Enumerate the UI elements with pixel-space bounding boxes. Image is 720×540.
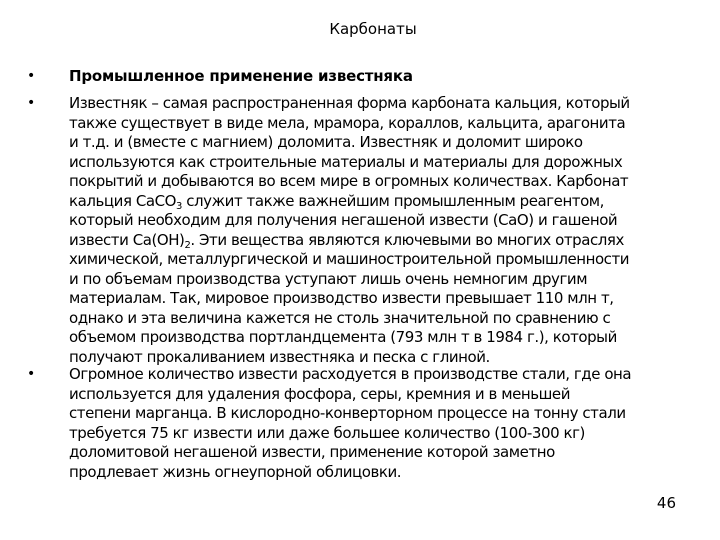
text-fragment: . Эти вещества являются ключевыми во многих отраслях <box>190 230 624 249</box>
text-line: и т.д. и (вместе с магнием) доломита. Известняк и доломит широко <box>69 133 583 151</box>
bullet-text <box>69 365 719 482</box>
text-line: и по объемам производства уступают лишь очень немногим другим <box>69 269 588 288</box>
text-line: объемом производства портландцемента (793 млн т в 1984 г.), который <box>69 328 617 346</box>
text-line: Промышленное применение известняка <box>69 67 413 85</box>
text-line: покрытий и добываются во всем мире в огромных количествах. Карбонат <box>69 172 629 190</box>
text-line: Известняк – самая распространенная форма карбоната кальция, который <box>69 94 630 112</box>
text-line: продлевает жизнь огнеупорной облицовки. <box>69 462 402 481</box>
bullet-marker: • <box>27 68 36 84</box>
bullet-marker: • <box>27 366 36 382</box>
text-line <box>69 192 719 212</box>
text-line: Огромное количество извести расходуется в производстве стали, где она <box>69 365 632 383</box>
text-line: также существует в виде мела, мрамора, кораллов, кальцита, арагонита <box>69 113 626 132</box>
bullet-text <box>69 94 719 367</box>
text-fragment: кальция СаСО <box>69 191 176 210</box>
bullet-marker: • <box>27 95 36 111</box>
text-line: доломитовой негашеной извести, применение которой заметно <box>69 443 555 461</box>
text-fragment: извести Са(ОН) <box>69 230 185 249</box>
text-line: степени марганца. В кислородно-конверторном процессе на тонну стали <box>69 404 626 422</box>
page-number: 46 <box>656 494 676 512</box>
text-line: получают прокаливанием известняка и песка с глиной. <box>69 347 490 366</box>
slide-title: Карбонаты <box>329 20 417 38</box>
text-line: однако и эта величина кажется не столь значительной по сравнению с <box>69 308 611 327</box>
text-line: используются как строительные материалы и материалы для дорожных <box>69 152 623 171</box>
text-line: химической, металлургической и машиностроительной промышленности <box>69 250 630 268</box>
text-fragment: служит также важнейшим промышленным реагентом, <box>181 191 604 210</box>
text-line: материалам. Так, мировое производство извести превышает 110 млн т, <box>69 289 614 307</box>
bullet-text <box>69 67 719 87</box>
text-line <box>69 231 719 251</box>
text-line: требуется 75 кг извести или даже большее количество (100-300 кг) <box>69 423 585 442</box>
subscript: 3 <box>175 200 182 212</box>
text-line: который необходим для получения негашеной извести (СаО) и гашеной <box>69 211 618 229</box>
text-line: используется для удаления фосфора, серы, кремния и в меньшей <box>69 384 570 403</box>
subscript: 2 <box>184 239 191 251</box>
